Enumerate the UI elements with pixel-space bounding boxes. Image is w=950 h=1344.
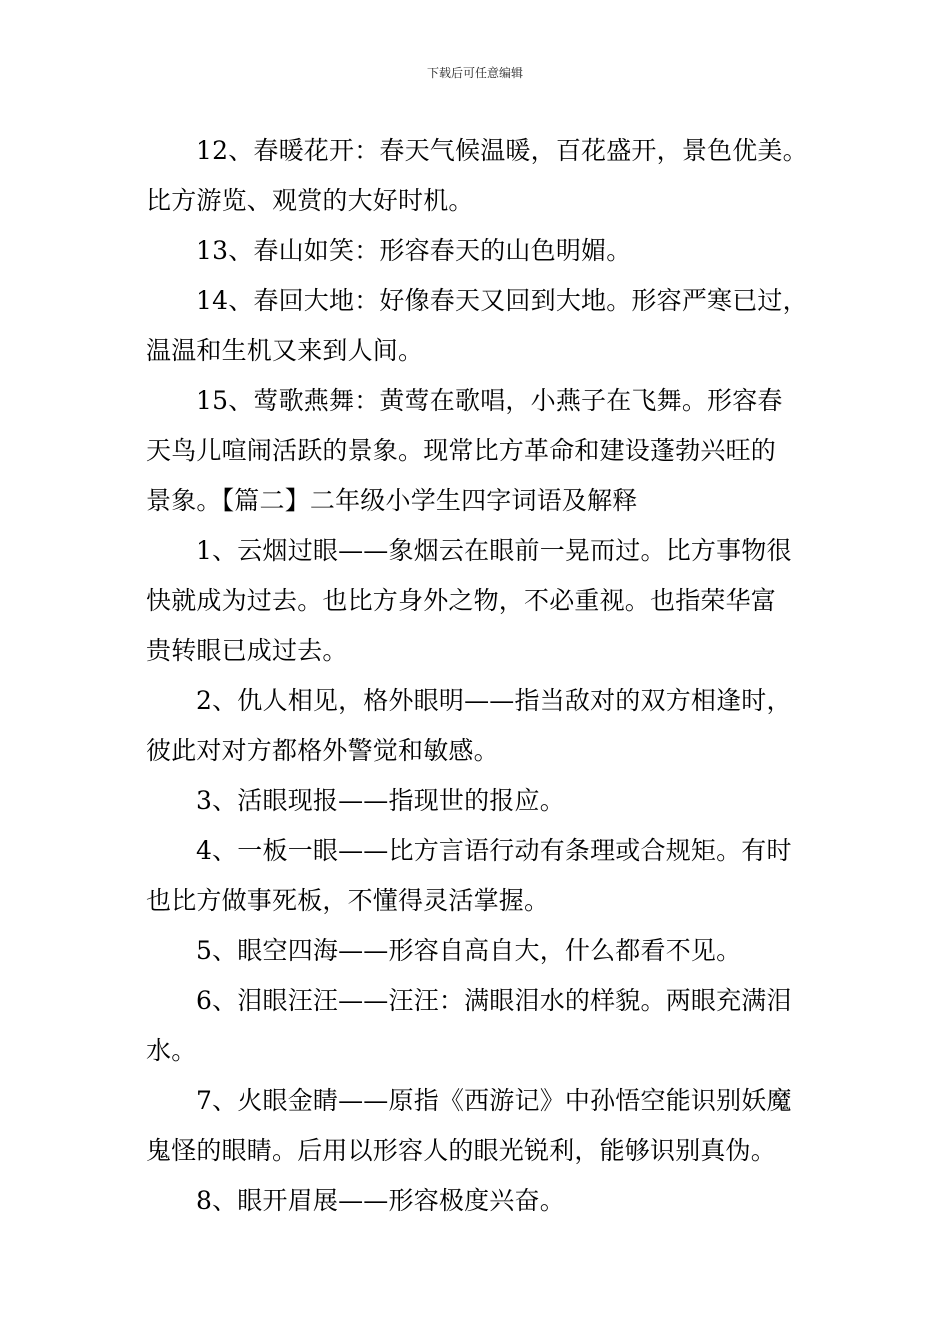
paragraph-line: 15、莺歌燕舞：黄莺在歌唱，小燕子在飞舞。形容春: [196, 386, 783, 415]
paragraph-line: 4、一板一眼——比方言语行动有条理或合规矩。有时: [196, 836, 792, 865]
paragraph-line: 也比方做事死板，不懂得灵活掌握。: [146, 886, 550, 915]
paragraph-line: 14、春回大地：好像春天又回到大地。形容严寒已过，: [196, 286, 808, 315]
paragraph-line: 水。: [146, 1036, 197, 1065]
section-heading-line: 景象。【篇二】二年级小学生四字词语及解释: [146, 486, 638, 515]
paragraph-line: 8、眼开眉展——形容极度兴奋。: [196, 1186, 565, 1215]
paragraph-line: 天鸟儿喧闹活跃的景象。现常比方革命和建设蓬勃兴旺的: [146, 436, 777, 465]
paragraph-line: 3、活眼现报——指现世的报应。: [196, 786, 565, 815]
paragraph-line: 1、云烟过眼——象烟云在眼前一晃而过。比方事物很: [196, 536, 792, 565]
paragraph-line: 6、泪眼汪汪——汪汪：满眼泪水的样貌。两眼充满泪: [196, 986, 792, 1015]
page-header: 下载后可任意编辑: [426, 66, 523, 80]
paragraph-line: 5、眼空四海——形容自高自大，什么都看不见。: [196, 936, 742, 965]
document-body: [146, 126, 836, 1226]
paragraph-line: 2、仇人相见，格外眼明——指当敌对的双方相逢时，: [196, 686, 792, 715]
paragraph-line: 鬼怪的眼睛。后用以形容人的眼光锐利，能够识别真伪。: [146, 1136, 777, 1165]
paragraph-line: 7、火眼金睛——原指《西游记》中孙悟空能识别妖魔: [196, 1086, 792, 1115]
paragraph-line: 12、春暖花开：春天气候温暖，百花盛开，景色优美。: [196, 136, 808, 165]
paragraph-line: 13、春山如笑：形容春天的山色明媚。: [196, 236, 632, 265]
paragraph-line: 比方游览、观赏的大好时机。: [146, 186, 474, 215]
paragraph-line: 彼此对对方都格外警觉和敏感。: [146, 736, 499, 765]
paragraph-line: 温温和生机又来到人间。: [146, 336, 424, 365]
paragraph-line: 贵转眼已成过去。: [146, 636, 348, 665]
paragraph-line: 快就成为过去。也比方身外之物，不必重视。也指荣华富: [146, 586, 777, 615]
